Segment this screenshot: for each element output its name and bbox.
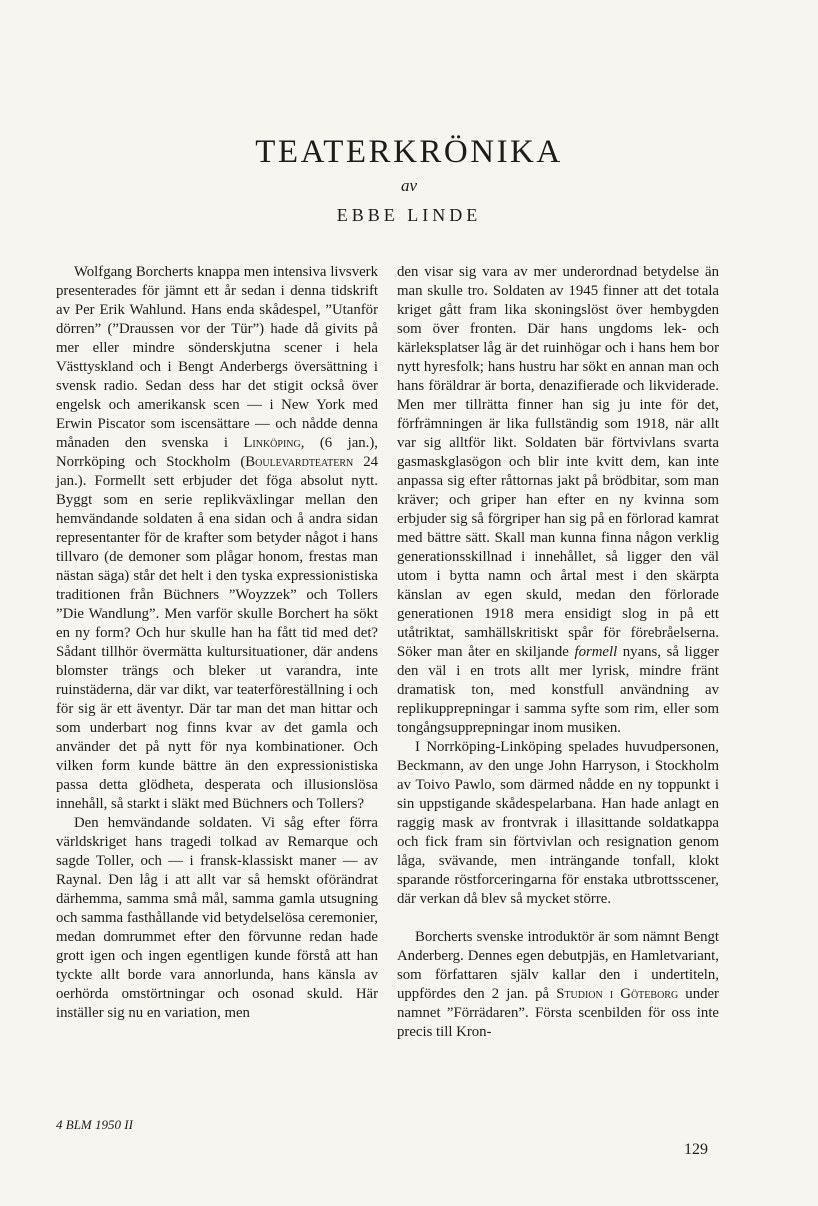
text-run: Borcherts svenske introduktör är som nämnt Bengt Anderberg. Dennes egen debutpjäs, en Hamletvariant, som författaren själv kallar den i undertiteln, uppfördes den 2 jan. på <box>397 929 719 1002</box>
text-run: 24 jan.). Formellt sett erbjuder det föga absolut nytt. Byggt som en serie replikväxlingar mellan den hemvändande soldaten å ena sidan och å andra sidan representanter för de krafter som betyder något i hans tillvaro (de demoner som plågar honom, frestas man nästan säga) står det helt i den tyska expressionistiska traditionen från Büchners ”Woyzzek” och Tollers ”Die Wandlung”. Men varför skulle Borchert ha sökt en ny form? Och hur skulle han ha fått tid med det? Sådant tillhör övermätta kultursituationer, där andens blomster trängs och bleker ut varandra, inte ruinstäderna, där var dikt, var teaterföreställning i och för sig är ett äventyr. Där tar man det man hittar och som underbart nog finns kvar av det gamla och använder det på nytt för nya kombinationer. Och vilken form kunde bättre än den expressionistiska passa detta glödheta, desperata och illusionslösa innehåll, så starkt i släkt med Büchners och Tollers? <box>56 454 378 812</box>
paragraph: Den hemvändande soldaten. Vi såg efter förra världskriget hans tragedi tolkad av Remarque och sagde Toller, och — i fransk-klassiskt maner — av Raynal. Den låg i att allt var så hemskt oförändrat därhemma, samma små mål, samma gamla utsugning och samma fasthållande vid betydelselösa ceremonier, medan domrummet efter den förvunne redan hade grott igen och ingen egentligen kunde förstå att han tyckte allt borde vara annorlunda, hans känsla av oerhörda omstörtningar och osonad skuld. Här inställer sig nu en variation, men <box>56 815 378 1021</box>
article-title: TEATERKRÖNIKA <box>255 134 563 170</box>
left-column <box>56 263 378 1023</box>
text-run: under namnet ”Förrädaren”. Första scenbilden för oss inte precis till Kron- <box>397 986 719 1040</box>
text-run: den visar sig vara av mer underordnad betydelse än man skulle tro. Soldaten av 1945 finner att det totala kriget gått fram lika skoningslöst över hembygden som över fronten. Där hans ungdoms lek- och kärleksplatser låg är det ruinhögar och i hans hem bor nytt hyresfolk; hans hustru har sökt en annan man och hans föräldrar är borta, denazifierade och likviderade. Men mer tillrätta finner han sig ju inte för det, förfrämningen är lika fullständig som 1918, när allt var sig alltför likt. Soldaten bär förtvivlans svarta gasmaskglasögon och blir inte kvitt dem, kan inte anpassa sig efter råttornas jakt på brödbitar, som man kräver; och griper han efter en ny kvinna som erbjuder sig så förgriper han sig på en förlorad kamrat med bättre sätt. Skall man kunna finna någon verklig generationsskillnad i innehållet, så ligger den väl utom i bytta namn och årtal mest i den skärpta känslan av egen skuld, medan den förlorade generationen 1918 mera ensidigt slog in på ett utåtriktat, samhällskritiskt spår för förebråelserna. Söker man åter en skiljande <box>397 264 719 660</box>
text-run: nyans, så ligger den väl i en trots allt mer lyrisk, mindre fränt dramatisk ton, med konstfull användning av replikupprepningar i samma syfte som rim, eller som tongångsupprepningar inom musiken. <box>397 644 719 736</box>
right-column <box>397 263 719 1042</box>
paragraph: I Norrköping-Linköping spelades huvudpersonen, Beckmann, av den unge John Harryson, i Stockholm av Toivo Pawlo, som därmed nådde en ny toppunkt i sin uppstigande skådespelarbana. Han hade anlagt en raggig mask av frontvrak i illasittande soldatkappa och fick fram sin förtvivlan och resignation genom låga, svävande, men inträngande tonfall, klokt sparande röstforceringarna för enstaka utbrottsscener, där verkan då blev så mycket större. <box>397 739 719 907</box>
theatre-boulevardteatern: Boulevardteatern <box>245 454 354 470</box>
paragraph <box>56 263 378 814</box>
author-name: EBBE LINDE <box>336 205 482 225</box>
place-linkoping: Linköping <box>243 435 301 451</box>
signature-mark: 4 BLM 1950 II <box>56 1117 133 1132</box>
byline-av: av <box>400 176 418 195</box>
paragraph <box>397 263 719 738</box>
text-run: , (6 jan.), Norrköping och Stockholm ( <box>56 435 378 470</box>
theatre-studion-goteborg: Studion i Göteborg <box>556 986 679 1002</box>
page-number: 129 <box>684 1141 708 1158</box>
emphasis-formell: formell <box>574 644 618 660</box>
text-run: Wolfgang Borcherts knappa men intensiva livsverk presenterades för jämnt ett år sedan i denna tidskrift av Per Erik Wahlund. Hans enda skådespel, ”Utanför dörren” (”Draussen vor der Tür”) hade då givits på mer eller mindre sönderskjutna scener i hela Västtyskland och i Bengt Anderbergs översättning i svensk radio. Sedan dess har det stigit också över engelsk och amerikansk scen — i New York med Erwin Piscator som iscensättare — och nådde denna månaden den svenska i <box>56 264 378 451</box>
paragraph <box>397 928 719 1042</box>
